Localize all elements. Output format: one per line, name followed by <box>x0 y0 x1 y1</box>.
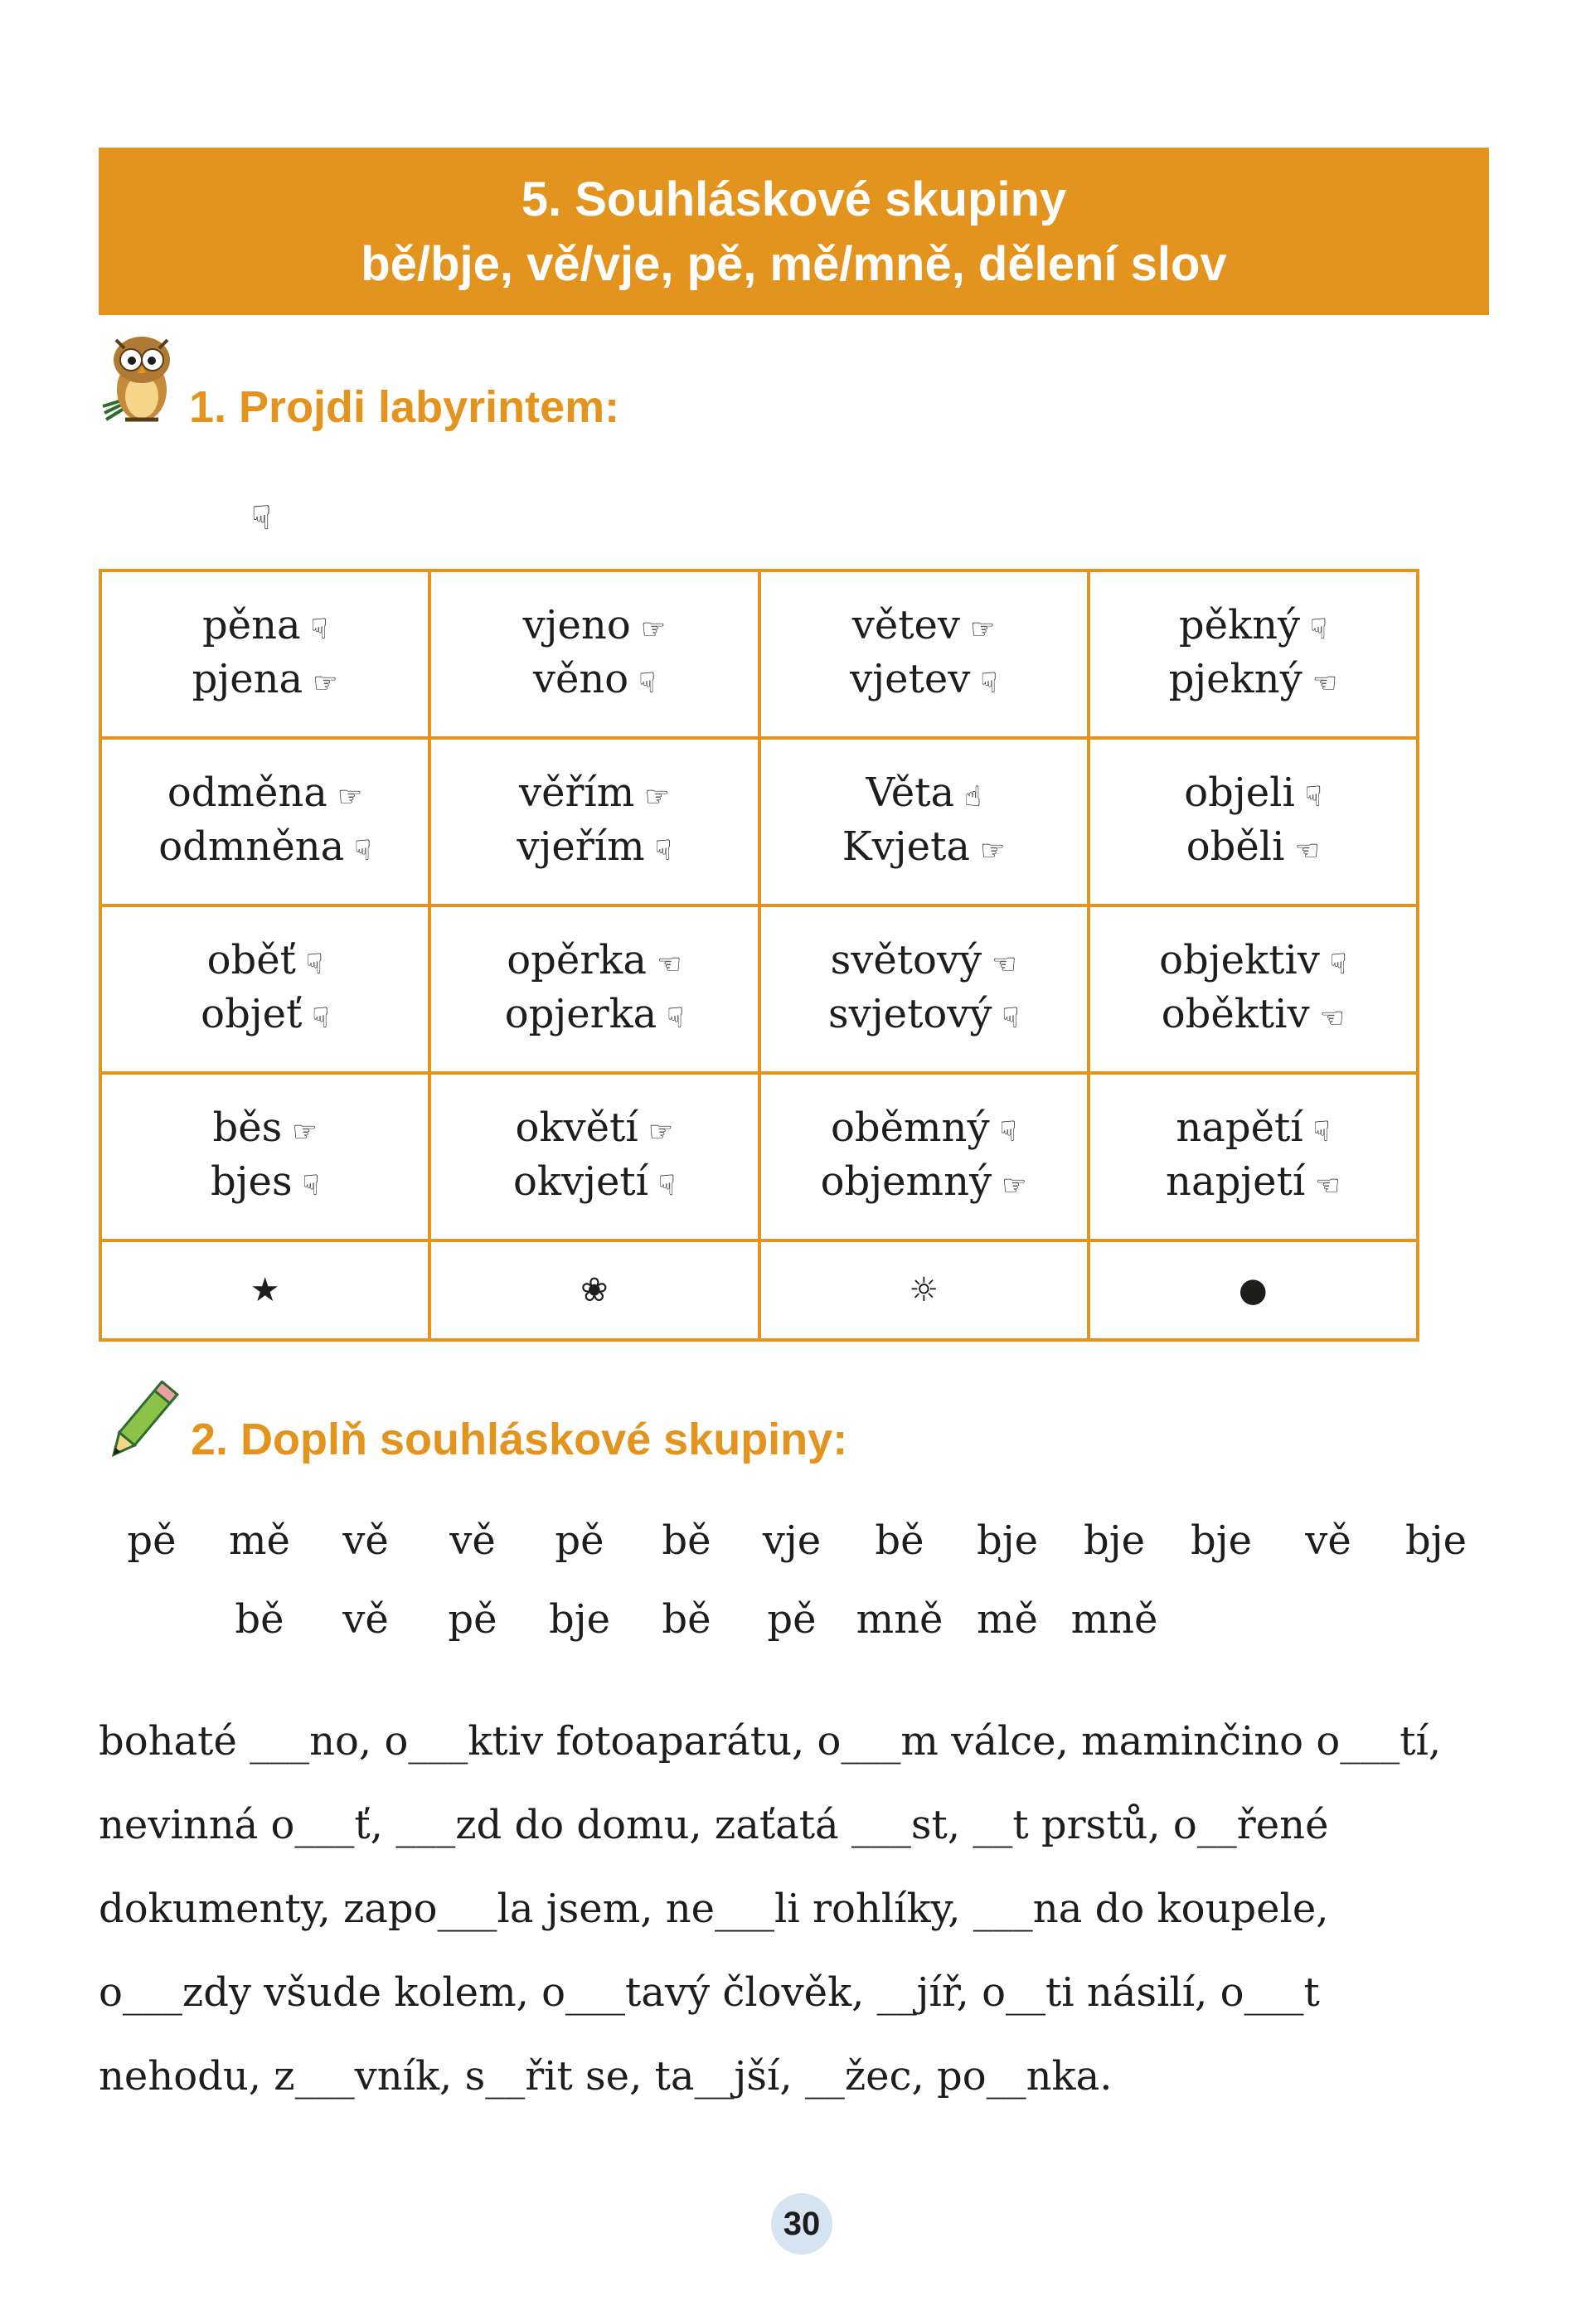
word-top: oběť <box>206 937 296 983</box>
pointer-icon: ☞ <box>640 613 667 646</box>
exercise-line[interactable]: bohaté ___no, o___ktiv fotoaparátu, o___m válce, maminčino o___tí, <box>99 1718 1442 1765</box>
pointer-icon: ☟ <box>638 667 656 700</box>
labyrinth-cell[interactable] <box>1089 905 1418 1073</box>
star-icon[interactable]: ★ <box>100 1240 429 1340</box>
pointer-icon: ☞ <box>970 613 996 646</box>
syllable: pě <box>127 1517 177 1564</box>
labyrinth-row <box>100 1073 1418 1240</box>
pointer-icon: ☞ <box>644 780 670 813</box>
syllable: bje <box>548 1596 610 1643</box>
labyrinth-cell[interactable] <box>759 570 1089 738</box>
word-bottom: vjeřím <box>517 823 645 870</box>
pointer-icon: ☟ <box>1312 1115 1331 1148</box>
exercise-line[interactable]: nevinná o___ť, ___zd do domu, zaťatá ___st, __t prstů, o__řené <box>99 1802 1329 1848</box>
labyrinth-cell[interactable] <box>100 570 429 738</box>
labyrinth-cell[interactable] <box>429 1073 759 1240</box>
labyrinth-row <box>100 570 1418 738</box>
syllable: mě <box>229 1517 290 1564</box>
labyrinth-table <box>99 569 1419 1342</box>
exercise-line[interactable]: dokumenty, zapo___la jsem, ne___li rohlíky, ___na do koupele, <box>99 1886 1329 1932</box>
syllable: mně <box>1070 1596 1158 1643</box>
page-number: 30 <box>771 2193 832 2255</box>
pointer-icon: ☟ <box>354 834 371 867</box>
pointer-icon: ☟ <box>667 1002 684 1035</box>
word-top: Věta <box>866 769 955 816</box>
syllable: bje <box>1190 1517 1252 1564</box>
syllable-row-1 <box>0 1517 1596 1575</box>
word-top: běs <box>212 1104 283 1151</box>
word-bottom: oběli <box>1186 823 1285 870</box>
labyrinth-cell[interactable] <box>759 1073 1089 1240</box>
pointer-icon: ☞ <box>1002 1169 1027 1202</box>
labyrinth-cell[interactable] <box>759 905 1089 1073</box>
labyrinth-cell[interactable] <box>100 1073 429 1240</box>
title-line-2: bě/bje, vě/vje, pě, mě/mně, dělení slov <box>361 237 1227 291</box>
word-bottom: oběktiv <box>1161 991 1310 1037</box>
word-bottom: objemný <box>820 1158 992 1205</box>
labyrinth-cell[interactable] <box>429 738 759 905</box>
pointer-icon: ☟ <box>1002 1002 1020 1035</box>
word-bottom: svjetový <box>828 991 992 1037</box>
labyrinth-cell[interactable] <box>100 905 429 1073</box>
sun-icon[interactable]: ☼ <box>759 1240 1089 1340</box>
word-bottom: objeť <box>201 991 303 1037</box>
syllable: bě <box>662 1517 711 1564</box>
syllable: vě <box>342 1596 389 1643</box>
word-top: věřím <box>518 769 635 816</box>
title-line-1: 5. Souhláskové skupiny <box>521 172 1067 226</box>
pointer-icon: ☟ <box>1304 780 1322 813</box>
exercise-line[interactable]: o___zdy všude kolem, o___tavý člověk, __jíř, o__ti násilí, o___t <box>99 1969 1320 2016</box>
syllable-row-2 <box>0 1596 1596 1654</box>
word-bottom: pjena <box>192 656 303 702</box>
word-top: oběmný <box>830 1104 990 1151</box>
title-banner <box>99 148 1489 315</box>
flower-icon[interactable]: ❀ <box>429 1240 759 1340</box>
labyrinth-cell[interactable] <box>429 905 759 1073</box>
exercise-line[interactable]: nehodu, z___vník, s__řit se, ta__jší, __žec, po__nka. <box>99 2053 1113 2100</box>
pointer-icon: ☜ <box>1312 667 1338 700</box>
word-top: větev <box>851 602 961 648</box>
start-pointer-icon: ☟ <box>251 499 272 537</box>
pointer-icon: ☟ <box>999 1115 1017 1148</box>
word-bottom: vjetev <box>850 656 971 702</box>
task2-heading: 2. Doplň souhláskové skupiny: <box>191 1415 848 1464</box>
pointer-icon: ☟ <box>658 1169 676 1202</box>
word-bottom: opjerka <box>504 991 657 1037</box>
word-top: objeli <box>1184 769 1295 816</box>
pointer-icon: ☞ <box>313 667 338 700</box>
pointer-icon: ☟ <box>312 1002 330 1035</box>
pointer-icon: ☜ <box>1294 834 1320 867</box>
fill-in-exercise <box>99 1716 1441 2135</box>
labyrinth-cell[interactable] <box>1089 1073 1418 1240</box>
word-bottom: Kvjeta <box>842 823 970 870</box>
word-bottom: odmněna <box>158 823 345 870</box>
labyrinth-cell[interactable] <box>1089 570 1418 738</box>
syllable: vě <box>1305 1517 1351 1564</box>
syllable: mě <box>977 1596 1038 1643</box>
syllable: bje <box>1083 1517 1145 1564</box>
task1-heading: 1. Projdi labyrintem: <box>189 382 620 432</box>
syllable: vje <box>762 1517 822 1564</box>
syllable: pě <box>448 1596 497 1643</box>
labyrinth-cell[interactable] <box>100 738 429 905</box>
pointer-icon: ☟ <box>980 667 998 700</box>
labyrinth-row <box>100 905 1418 1073</box>
owl-icon <box>96 330 179 428</box>
word-top: pěkný <box>1178 602 1301 648</box>
word-top: objektiv <box>1159 937 1320 983</box>
pointer-icon: ☜ <box>992 948 1017 981</box>
pointer-icon: ☞ <box>648 1115 674 1148</box>
syllable: bě <box>662 1596 711 1643</box>
word-top: okvětí <box>515 1104 638 1151</box>
pointer-icon: ☟ <box>1329 948 1347 981</box>
word-bottom: bjes <box>210 1158 293 1205</box>
labyrinth-cell[interactable] <box>429 570 759 738</box>
syllable: bje <box>1404 1517 1467 1564</box>
pointer-icon: ☞ <box>337 780 363 813</box>
labyrinth-cell[interactable] <box>759 738 1089 905</box>
syllable: bě <box>875 1517 924 1564</box>
symbol-row <box>100 1240 1418 1340</box>
word-top: světový <box>830 937 982 983</box>
pointer-icon: ☜ <box>656 948 682 981</box>
word-top: odměna <box>167 769 327 816</box>
pointer-icon: ☞ <box>292 1115 318 1148</box>
pointer-icon: ☟ <box>302 1169 320 1202</box>
syllable: vě <box>449 1517 496 1564</box>
pointer-icon: ☜ <box>1315 1169 1341 1202</box>
drop-icon[interactable]: ● <box>1089 1240 1418 1340</box>
word-top: pěna <box>201 602 301 648</box>
pencil-icon <box>96 1381 179 1472</box>
word-bottom: pjekný <box>1168 656 1303 702</box>
word-top: opěrka <box>507 937 647 983</box>
syllable: mně <box>856 1596 944 1643</box>
word-top: napětí <box>1176 1104 1303 1151</box>
word-bottom: věno <box>532 656 629 702</box>
syllable: pě <box>767 1596 817 1643</box>
pointer-icon: ☜ <box>1319 1002 1346 1035</box>
word-bottom: okvjetí <box>513 1158 649 1205</box>
pointer-icon: ☝ <box>964 780 982 813</box>
syllable: pě <box>555 1517 604 1564</box>
pointer-icon: ☞ <box>979 834 1006 867</box>
pointer-icon: ☟ <box>305 948 323 981</box>
labyrinth-row <box>100 738 1418 905</box>
labyrinth-cell[interactable] <box>1089 738 1418 905</box>
word-bottom: napjetí <box>1166 1158 1306 1205</box>
syllable: bě <box>235 1596 284 1643</box>
syllable: bje <box>976 1517 1038 1564</box>
pointer-icon: ☟ <box>654 834 672 867</box>
pointer-icon: ☟ <box>310 613 328 646</box>
syllable: vě <box>342 1517 389 1564</box>
word-top: vjeno <box>522 602 631 648</box>
pointer-icon: ☟ <box>1310 613 1327 646</box>
